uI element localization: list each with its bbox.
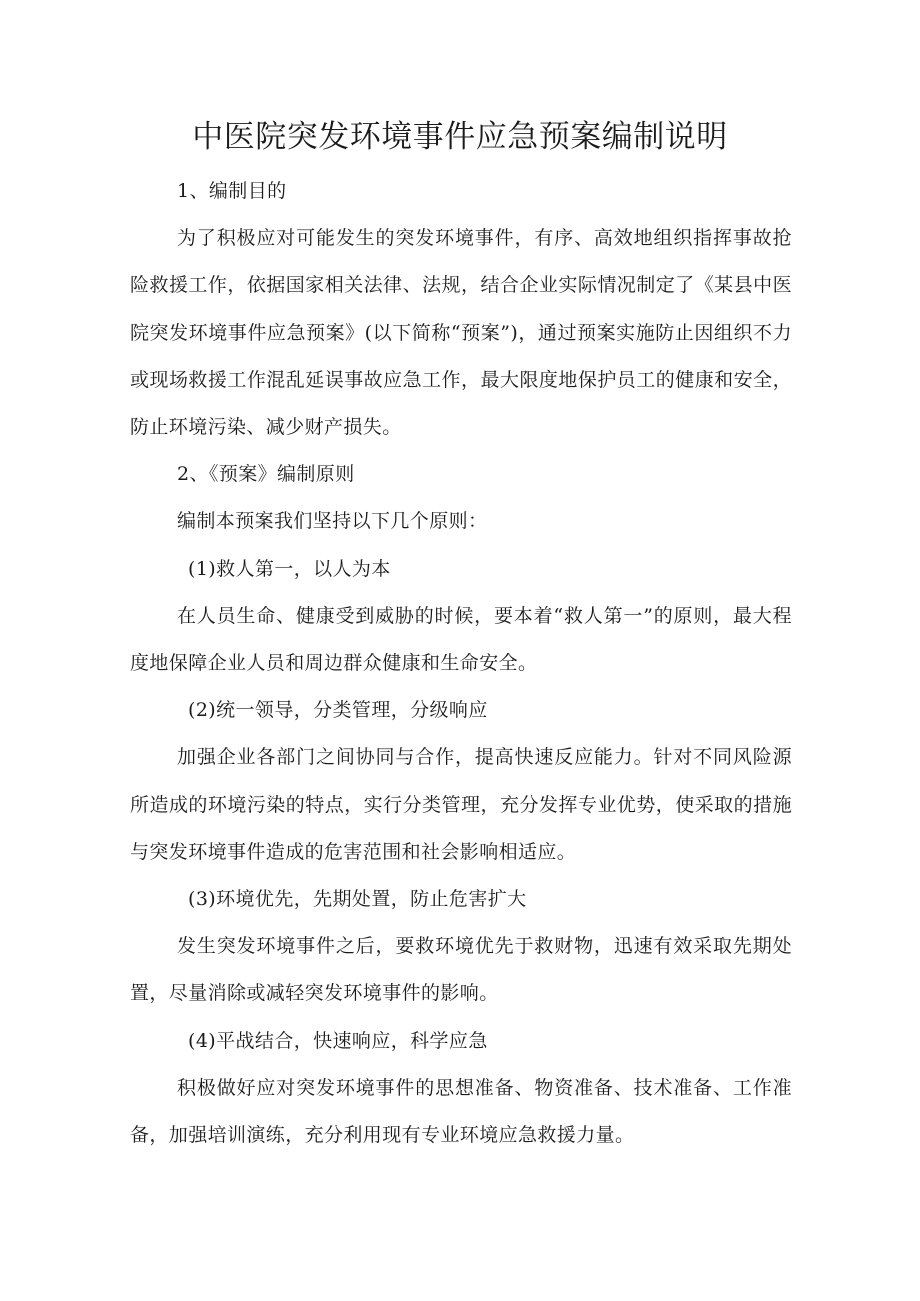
principle-text-2: 加强企业各部门之间协同与合作，提高快速反应能力。针对不同风险源所造成的环境污染的特点，实行分类管理，充分发挥专业优势，使采取的措施与突发环境事件造成的危害范围和社会影响相适应。: [130, 746, 792, 863]
section-heading-principles: 2、《预案》编制原则: [177, 463, 355, 486]
principle-text-1: 在人员生命、健康受到威胁的时候，要本着“救人第一”的原则，最大程度地保障企业人员和周边群众健康和生命安全。: [130, 604, 792, 675]
principle-heading-4: (4)平战结合，快速响应，科学应急: [188, 1029, 488, 1052]
principle-text-3: 发生突发环境事件之后，要救环境优先于救财物，迅速有效采取先期处置，尽量消除或减轻突发环境事件的影响。: [130, 935, 792, 1005]
paragraph-principles-intro: 编制本预案我们坚持以下几个原则：: [177, 510, 488, 533]
principle-heading-3: (3)环境优先，先期处置，防止危害扩大: [188, 888, 527, 911]
paragraph-purpose: 为了积极应对可能发生的突发环境事件，有序、高效地组织指挥事故抢险救援工作，依据国家相关法律、法规，结合企业实际情况制定了《某县中医院突发环境事件应急预案》(以下简称“预案”)，通过预案实施防止因组织不力或现场救援工作混乱延误事故应急工作，最大限度地保护员工的健康和安全，防止环境污染、减少财产损失。: [130, 227, 792, 439]
section-heading-purpose: 1、编制目的: [177, 180, 287, 202]
document-body: [130, 168, 792, 1159]
document-title: 中医院突发环境事件应急预案编制说明: [192, 119, 728, 155]
principle-heading-2: (2)统一领导，分类管理，分级响应: [188, 699, 488, 722]
principle-heading-1: (1)救人第一，以人为本: [188, 557, 391, 580]
principle-text-4: 积极做好应对突发环境事件的思想准备、物资准备、技术准备、工作准备，加强培训演练，充分利用现有专业环境应急救援力量。: [130, 1076, 792, 1147]
